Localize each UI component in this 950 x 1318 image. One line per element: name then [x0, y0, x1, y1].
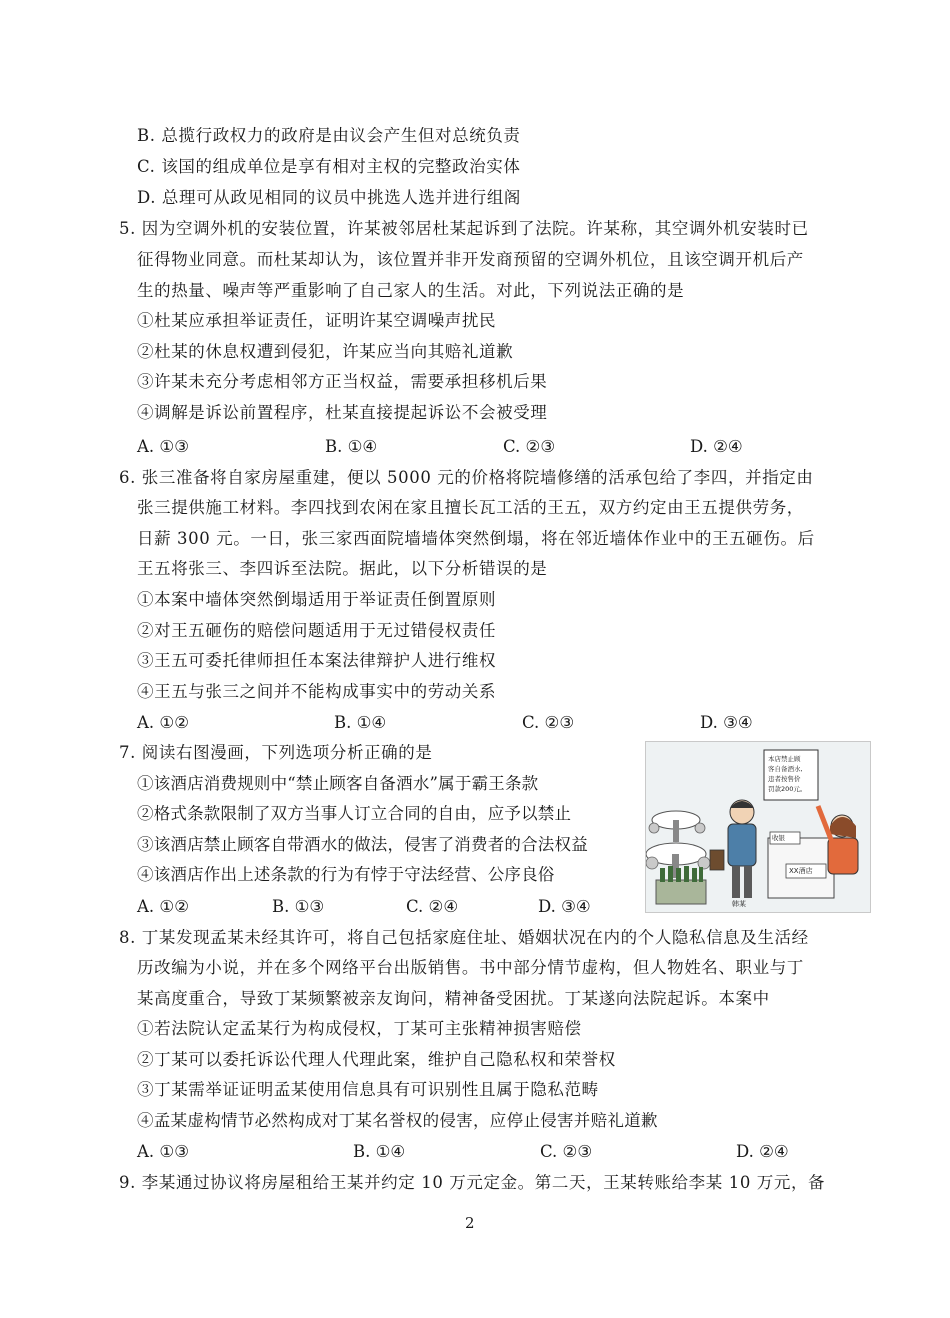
cartoon-counter-label: XX酒店: [789, 867, 813, 875]
q7-option-b: B. ①③: [272, 897, 325, 916]
q5-statement-1: ①杜某应承担举证责任，证明许某空调噪声扰民: [137, 311, 497, 330]
q5-stem-line-1: 5. 因为空调外机的安装位置，许某被邻居杜某起诉到了法院。许某称，其空调外机安装时已: [119, 219, 809, 238]
q4-option-c: C. 该国的组成单位是享有相对主权的完整政治实体: [137, 157, 521, 176]
cartoon-notice-line-2: 客自备酒水,: [768, 765, 803, 773]
cartoon-notice-line-3: 违者按售价: [768, 775, 801, 783]
q7-statement-4: ④该酒店作出上述条款的行为有悖于守法经营、公序良俗: [137, 865, 555, 884]
q5-stem-line-2: 征得物业同意。而杜某却认为，该位置并非开发商预留的空调外机位，且该空调开机后产: [137, 250, 804, 269]
cartoon-notice-line-4: 罚款200元。: [768, 785, 807, 793]
q5-option-b: B. ①④: [325, 437, 378, 456]
page-number: 2: [465, 1214, 475, 1232]
q6-option-c: C. ②③: [522, 713, 575, 732]
q6-option-a: A. ①②: [137, 713, 189, 732]
q7-statement-2: ②格式条款限制了双方当事人订立合同的自由，应予以禁止: [137, 804, 572, 823]
q7-cartoon: [645, 741, 871, 913]
cartoon-drawing: [646, 742, 870, 912]
q8-statement-4: ④孟某虚构情节必然构成对丁某名誉权的侵害，应停止侵害并赔礼道歉: [137, 1111, 658, 1130]
q5-stem-line-3: 生的热量、噪声等严重影响了自己家人的生活。对此，下列说法正确的是: [137, 281, 685, 300]
q8-option-d: D. ②④: [736, 1142, 789, 1161]
q5-statement-3: ③许某未充分考虑相邻方正当权益，需要承担移机后果: [137, 372, 548, 391]
q6-statement-1: ①本案中墙体突然倒塌适用于举证责任倒置原则: [137, 590, 497, 609]
cartoon-notice-line-1: 本店禁止顾: [768, 755, 801, 763]
q6-statement-3: ③王五可委托律师担任本案法律辩护人进行维权: [137, 651, 497, 670]
q8-stem-line-1: 8. 丁某发现孟某未经其许可，将自己包括家庭住址、婚姻状况在内的个人隐私信息及生活经: [119, 928, 809, 947]
q6-statement-2: ②对王五砸伤的赔偿问题适用于无过错侵权责任: [137, 621, 497, 640]
q8-option-c: C. ②③: [540, 1142, 593, 1161]
q9-stem-line-1: 9. 李某通过协议将房屋租给王某并约定 10 万元定金。第二天，王某转账给李某 10 万元，备: [119, 1173, 826, 1192]
q7-statement-1: ①该酒店消费规则中“禁止顾客自备酒水”属于霸王条款: [137, 774, 539, 793]
q8-statement-2: ②丁某可以委托诉讼代理人代理此案，维护自己隐私权和荣誉权: [137, 1050, 616, 1069]
q8-statement-3: ③丁某需举证证明孟某使用信息具有可识别性且属于隐私范畴: [137, 1080, 599, 1099]
q4-option-b: B. 总揽行政权力的政府是由议会产生但对总统负责: [137, 126, 521, 145]
q5-option-c: C. ②③: [503, 437, 556, 456]
q8-stem-line-2: 历改编为小说，并在多个网络平台出版销售。书中部分情节虚构，但人物姓名、职业与丁: [137, 958, 804, 977]
cartoon-notice: [768, 754, 818, 794]
q4-option-d: D. 总理可从政见相同的议员中挑选人选并进行组阁: [137, 188, 522, 207]
q6-statement-4: ④王五与张三之间并不能构成事实中的劳动关系: [137, 682, 497, 701]
q5-statement-4: ④调解是诉讼前置程序，杜某直接提起诉讼不会被受理: [137, 403, 548, 422]
q7-statement-3: ③该酒店禁止顾客自带酒水的做法，侵害了消费者的合法权益: [137, 835, 588, 854]
q8-stem-line-3: 某高度重合，导致丁某频繁被亲友询问，精神备受困扰。丁某遂向法院起诉。本案中: [137, 989, 770, 1008]
cartoon-desk-label: 收银: [772, 834, 785, 842]
q7-stem: 7. 阅读右图漫画，下列选项分析正确的是: [119, 743, 433, 762]
q8-statement-1: ①若法院认定孟某行为构成侵权，丁某可主张精神损害赔偿: [137, 1019, 582, 1038]
q7-option-d: D. ③④: [538, 897, 591, 916]
q6-stem-line-2: 张三提供施工材料。李四找到农闲在家且擅长瓦工活的王五，双方约定由王五提供劳务，: [137, 498, 804, 517]
q5-option-a: A. ①③: [137, 437, 189, 456]
q6-option-b: B. ①④: [334, 713, 387, 732]
q6-stem-line-3: 日薪 300 元。一日，张三家西面院墙墙体突然倒塌，将在邻近墙体作业中的王五砸伤。后: [137, 529, 815, 548]
q6-option-d: D. ③④: [700, 713, 753, 732]
q8-option-b: B. ①④: [353, 1142, 406, 1161]
q7-option-a: A. ①②: [137, 897, 189, 916]
q5-option-d: D. ②④: [690, 437, 743, 456]
q6-stem-line-1: 6. 张三准备将自家房屋重建，便以 5000 元的价格将院墙修缮的活承包给了李四，并指定由: [119, 468, 814, 487]
q8-option-a: A. ①③: [137, 1142, 189, 1161]
q6-stem-line-4: 王五将张三、李四诉至法院。据此，以下分析错误的是: [137, 559, 548, 578]
q5-statement-2: ②杜某的休息权遭到侵犯，许某应当向其赔礼道歉: [137, 342, 514, 361]
cartoon-person-label: 韩某: [732, 900, 746, 908]
q7-option-c: C. ②④: [406, 897, 459, 916]
